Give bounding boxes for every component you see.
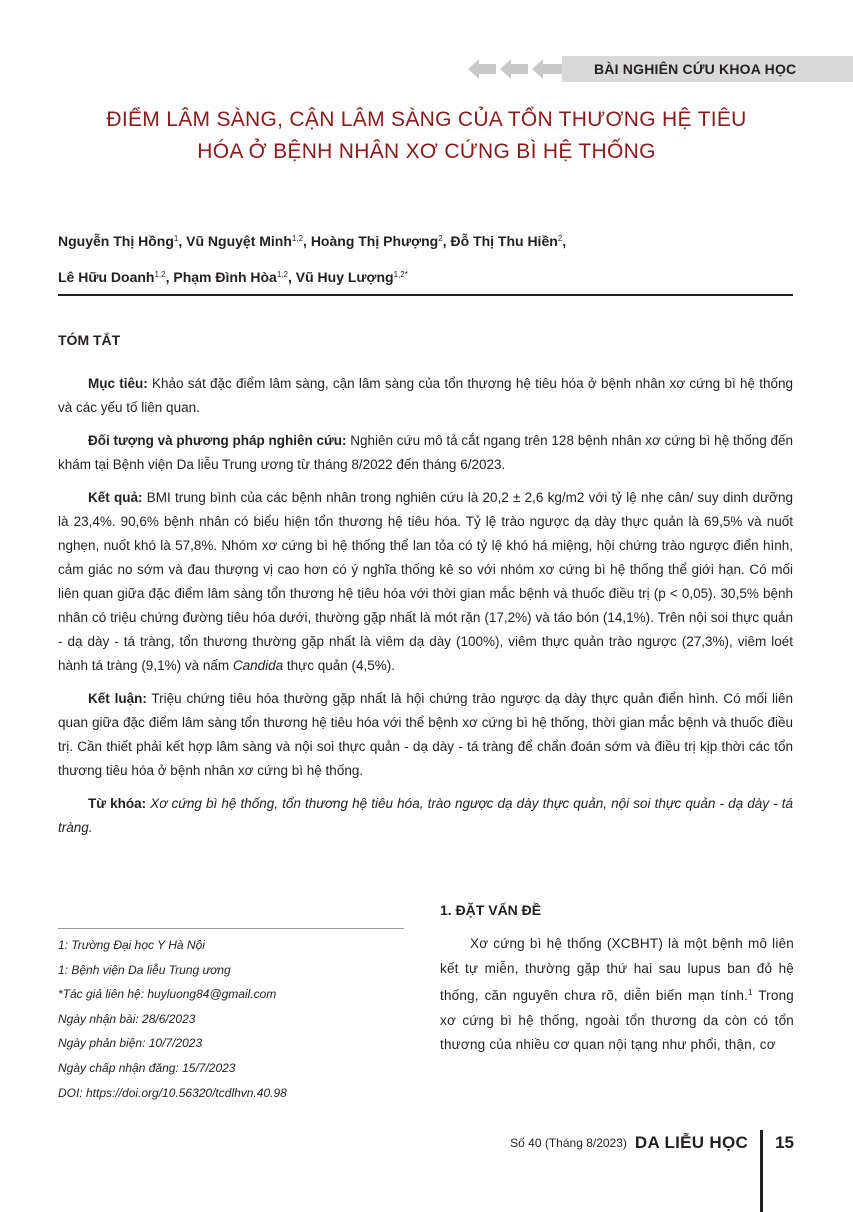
footnotes [58, 928, 404, 1105]
author-separator: , [303, 233, 311, 249]
section-label-band [562, 56, 853, 82]
author-name: Hoàng Thị Phượng [310, 233, 439, 249]
author-name: Vũ Huy Lượng [295, 269, 394, 285]
conclusion-text: Triệu chứng tiêu hóa thường gặp nhất là hội chứng trào ngược dạ dày thực quản điển hình. Có mối liên quan giữa đặc điểm lâm sàng tổn thương hệ tiêu hóa với thể bệnh xơ cứng bì hệ thống, thời gian mắc bệnh và thuốc điều trị. Cần thiết phải kết hợp lâm sàng và nội soi thực quản - dạ dày - tá tràng để chẩn đoán sớm và điều trị kịp thời các tổn thương tiêu hóa ở bệnh nhân xơ cứng bì hệ thống. [58, 691, 794, 778]
author-name: Vũ Nguyệt Minh [186, 233, 292, 249]
introduction-heading: 1. ĐẶT VẤN ĐỀ [440, 902, 542, 918]
author-name: Phạm Đình Hòa [173, 269, 277, 285]
footnote-received: Ngày nhận bài: 28/6/2023 [58, 1011, 196, 1026]
author-affiliation: 1,2 [276, 270, 288, 279]
introduction-text: Xơ cứng bì hệ thống (XCBHT) là một bệnh mô liên kết tự miễn, thường gặp thứ hai sau lupus ban đỏ hệ thống, căn nguyên chưa rõ, diễn biến mạn tính. [440, 936, 794, 1003]
author-affiliation: 1,2* [393, 270, 408, 279]
objective-label: Mục tiêu: [88, 376, 148, 391]
page-footer [470, 1130, 800, 1156]
title-divider [58, 294, 793, 296]
abstract-methods [58, 429, 793, 477]
introduction-text-cont: Trong xơ cứng bì hệ thống, ngoài tổn thương da còn có tổn thương của nhiều cơ quan nội tạng như phổi, thận, cơ [440, 988, 794, 1052]
author-affiliation: 2 [438, 234, 443, 243]
keywords-label: Từ khóa: [88, 796, 147, 811]
footer-divider [760, 1130, 763, 1212]
author-separator: , [287, 269, 296, 285]
results-text: BMI trung bình của các bệnh nhân trong nghiên cứu là 20,2 ± 2,6 kg/m2 với tỷ lệ nhẹ cân/ suy dinh dưỡng là 23,4%. 90,6% bệnh nhân có biểu hiện tổn thương hệ tiêu hóa. Tỷ lệ trào ngược dạ dày thực quản là 69,5% và nuốt nghẹn, nuốt khó là 57,8%. Nhóm xơ cứng bì hệ thống thể lan tỏa có tỷ lệ khó há miệng, hội chứng trào ngược điển hình, cảm giác no sớm và đau thượng vị cao hơn có ý nghĩa thống kê so với nhóm xơ cứng bì hệ thống thể giới hạn. Có mối liên quan giữa đặc điểm lâm sàng tổn thương hệ tiêu hóa với thời gian mắc bệnh và thuốc điều trị (p < 0,05). 30,5% bệnh nhân có triệu chứng đường tiêu hóa dưới, thường gặp nhất là mót rặn (17,2%) và táo bón (14,1%). Trên nội soi thực quản - dạ dày - tá tràng, tổn thương thường gặp nhất là viêm dạ dày (100%), viêm thực quản trào ngược (27,3%), viêm loét hành tá tràng (9,1%) và nấm [58, 490, 793, 673]
methods-label: Đối tượng và phương pháp nghiên cứu: [88, 433, 347, 448]
author-affiliation: 1,2 [154, 270, 166, 279]
author-affiliation: 1 [173, 234, 179, 243]
results-text-end: thực quản (4,5%). [283, 658, 395, 673]
journal-name: DA LIỄU HỌC [634, 1133, 749, 1152]
introduction-paragraph [440, 932, 794, 1058]
article-title [60, 104, 793, 168]
reference-marker: 1 [747, 988, 753, 997]
author-name: Lê Hữu Doanh [58, 269, 155, 285]
author-list [58, 222, 798, 294]
article-title-line-1: ĐIỂM LÂM SÀNG, CẬN LÂM SÀNG CỦA TỔN THƯƠNG HỆ TIÊU [106, 108, 747, 131]
section-label: BÀI NGHIÊN CỨU KHOA HỌC [594, 61, 797, 77]
author-name: Nguyễn Thị Hồng [58, 233, 174, 249]
footnote-contact: *Tác giả liên hệ: huyluong84@gmail.com [58, 987, 277, 1002]
abstract-keywords [58, 792, 793, 840]
footnote-affiliation-2: 1: Bệnh viện Da liễu Trung ương [58, 962, 231, 977]
footnote-reviewed: Ngày phản biện: 10/7/2023 [58, 1036, 203, 1051]
abstract-conclusion [58, 687, 793, 783]
author-separator: , [165, 269, 174, 285]
abstract-results [58, 486, 793, 678]
objective-text: Khảo sát đặc điểm lâm sàng, cận lâm sàng của tổn thương hệ tiêu hóa ở bệnh nhân xơ cứng bì hệ thống và các yếu tố liên quan. [58, 376, 793, 415]
abstract-heading: TÓM TẮT [58, 332, 121, 348]
issue-info: Số 40 (Tháng 8/2023) [510, 1136, 627, 1150]
author-affiliation: 1,2 [291, 234, 304, 243]
keywords-text: Xơ cứng bì hệ thống, tổn thương hệ tiêu hóa, trào ngược dạ dày thực quản, nội soi thực quản - dạ dày - tá tràng. [58, 796, 793, 835]
abstract-objective [58, 372, 793, 420]
footnote-accepted: Ngày chấp nhận đăng: 15/7/2023 [58, 1060, 236, 1075]
author-separator: , [562, 233, 567, 249]
footnote-affiliation-1: 1: Trường Đại học Y Hà Nội [58, 938, 205, 952]
introduction-section [440, 902, 794, 1058]
abstract-body [58, 372, 793, 849]
header-arrows-decoration [468, 58, 562, 80]
conclusion-label: Kết luận: [88, 691, 147, 706]
author-separator: , [442, 233, 451, 249]
methods-text: Nghiên cứu mô tả cắt ngang trên 128 bệnh nhân xơ cứng bì hệ thống đến khám tại Bệnh viện Da liễu Trung ương từ tháng 8/2022 đến tháng 6/2023. [58, 433, 794, 472]
author-name: Đỗ Thị Thu Hiền [450, 233, 558, 249]
footnote-doi: DOI: https://doi.org/10.56320/tcdlhvn.40.98 [58, 1085, 287, 1100]
author-affiliation: 2 [557, 234, 563, 243]
page-number: 15 [775, 1133, 794, 1152]
results-label: Kết quả: [88, 490, 143, 505]
article-title-line-2: HÓA Ở BỆNH NHÂN XƠ CỨNG BÌ HỆ THỐNG [197, 140, 656, 163]
results-italic-term: Candida [232, 658, 284, 673]
author-separator: , [178, 233, 187, 249]
